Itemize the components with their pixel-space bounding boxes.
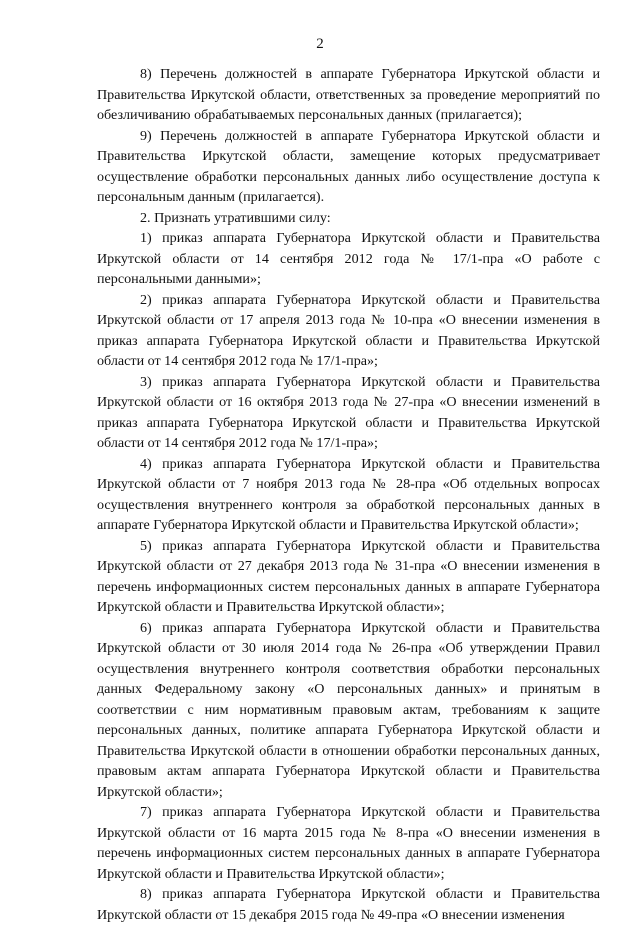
page-number: 2 xyxy=(316,36,324,52)
paragraph-repealed-order-2: 2) приказ аппарата Губернатора Иркутской области и Правительства Иркутской области от 17 апреля 2013 года № 10-пра «О внесении изменения в приказ аппарата Губернатора Иркутской области и Правительства Иркутской области от 14 сентября 2012 года № 17/1-пра»; xyxy=(97,291,600,369)
paragraph-repealed-order-5: 5) приказ аппарата Губернатора Иркутской области и Правительства Иркутской области от 27 декабря 2013 года № 31-пра «О внесении изменения в перечень информационных систем персональных данных в аппарате Губернатора Иркутской области и Правительства Иркутской области»; xyxy=(97,537,600,615)
paragraph-repealed-order-7: 7) приказ аппарата Губернатора Иркутской области и Правительства Иркутской области от 16 марта 2015 года № 8-пра «О внесении изменения в перечень информационных систем персональных данных в аппарате Губернатора Иркутской области и Правительства Иркутской области»; xyxy=(97,804,600,882)
paragraph-section-2-heading: 2. Признать утратившими силу: xyxy=(140,209,331,226)
paragraph-repealed-order-3: 3) приказ аппарата Губернатора Иркутской области и Правительства Иркутской области от 16 октября 2013 года № 27-пра «О внесении изменений в приказ аппарата Губернатора Иркутской области и Правительства Иркутской области от 14 сентября 2012 года № 17/1-пра»; xyxy=(97,373,600,451)
paragraph-repealed-order-6: 6) приказ аппарата Губернатора Иркутской области и Правительства Иркутской области от 30 июля 2014 года № 26-пра «Об утверждении Правил осуществления внутреннего контроля соответствия обработки персональных данных Федеральному закону «О персональных данных» и принятым в соответствии с ним нормативным правовым актам, требованиям к защите персональных данных, политике аппарата Губернатора Иркутской области и Правительства Иркутской области в отношении обработки персональных данных, правовым актам аппарата Губернатора Иркутской области и Правительства Иркутской области»; xyxy=(97,619,600,800)
paragraph-repealed-order-8: 8) приказ аппарата Губернатора Иркутской области и Правительства Иркутской области от 15 декабря 2015 года № 49-пра «О внесении изменения xyxy=(97,886,600,923)
paragraph-repealed-order-4: 4) приказ аппарата Губернатора Иркутской области и Правительства Иркутской области от 7 ноября 2013 года № 28-пра «Об отдельных вопросах осуществления внутреннего контроля за обработкой персональных данных в аппарате Губернатора Иркутской области и Правительства Иркутской области»; xyxy=(97,455,600,533)
paragraph-repealed-order-1: 1) приказ аппарата Губернатора Иркутской области и Правительства Иркутской области от 14 сентября 2012 года № 17/1-пра «О работе с персональными данными»; xyxy=(97,230,600,287)
document-body xyxy=(97,64,600,925)
paragraph-item-8-positions-anonymization: 8) Перечень должностей в аппарате Губернатора Иркутской области и Правительства Иркутской области, ответственных за проведение мероприятий по обезличиванию обрабатываемых персональных данных (прилагается); xyxy=(97,66,600,123)
paragraph-item-9-positions-data-access: 9) Перечень должностей в аппарате Губернатора Иркутской области и Правительства Иркутской области, замещение которых предусматривает осуществление обработки персональных данных либо осуществление доступа к персональным данным (прилагается). xyxy=(97,127,600,205)
